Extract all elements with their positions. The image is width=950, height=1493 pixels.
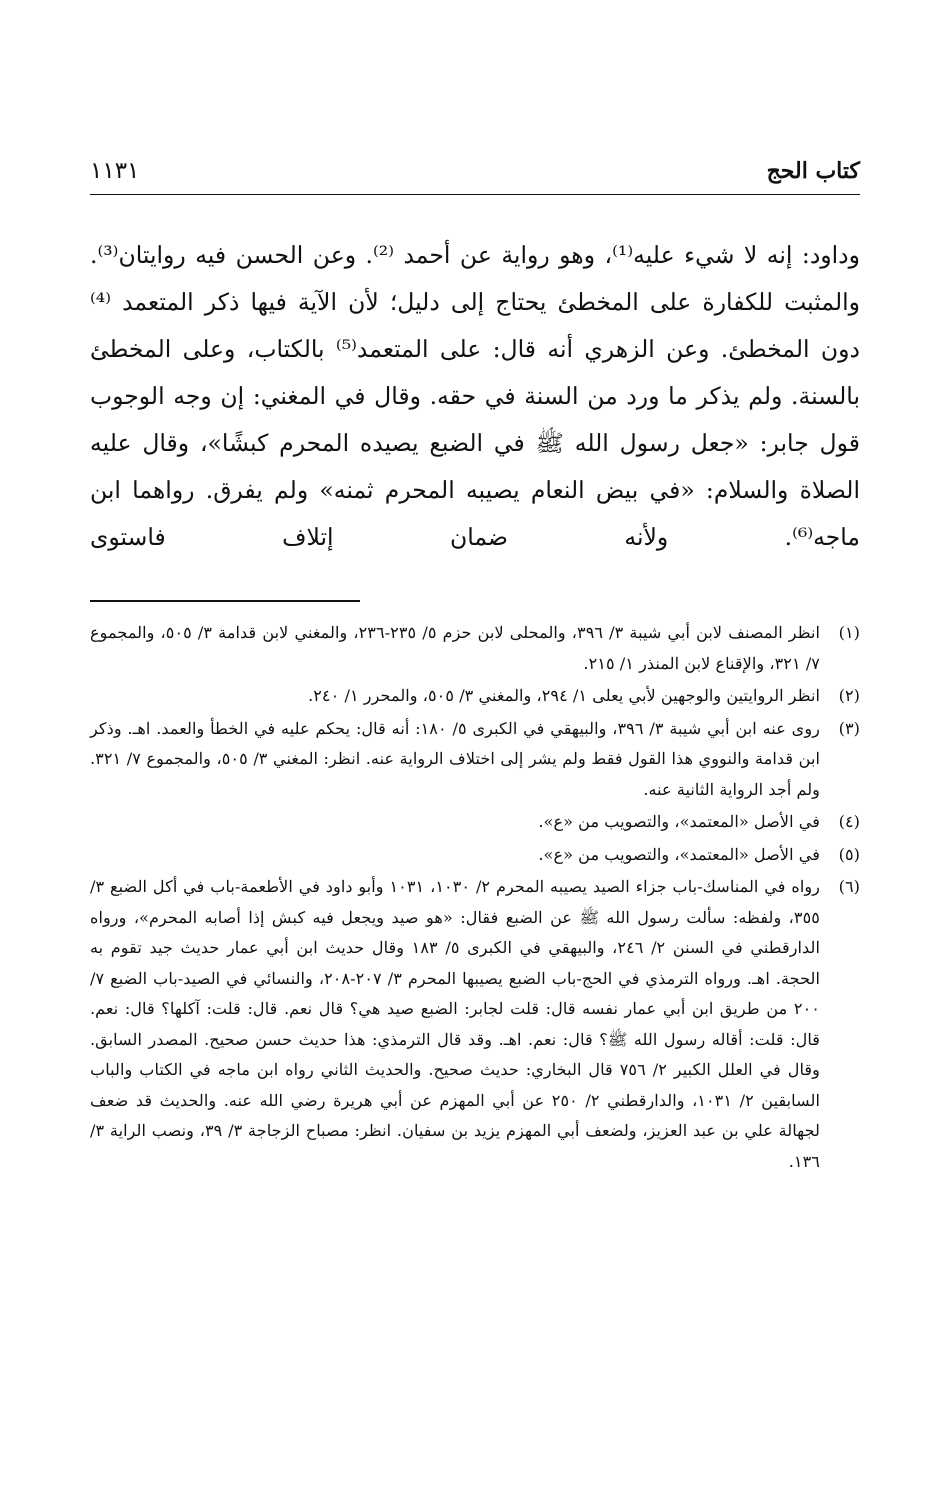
body-paragraph: وداود: إنه لا شيء عليه⁽¹⁾، وهو رواية عن أحمد ⁽²⁾. وعن الحسن فيه روايتان⁽³⁾. والمثبت للكفارة على المخطئ يحتاج إلى دليل؛ لأن الآية فيها ذكر المتعمد ⁽⁴⁾ دون المخطئ. وعن الزهري أنه قال: على المتعمد⁽⁵⁾ بالكتاب، وعلى المخطئ بالسنة. ولم يذكر ما ورد من السنة في حقه. وقال في المغني: إن وجه الوجوب قول جابر: «جعل رسول الله ﷺ في الضبع يصيده المحرم كبشًا»، وقال عليه الصلاة والسلام: «في بيض النعام يصيبه المحرم ثمنه» ولم يفرق. رواهما ابن ماجه⁽⁶⁾. ولأنه ضمان إتلاف فاستوى <box>90 241 860 551</box>
running-header <box>90 148 860 184</box>
footnote-marker: (٥) <box>838 844 860 864</box>
book-page <box>90 0 860 1493</box>
footnote-marker: (٦) <box>838 877 860 896</box>
footnote-separator <box>90 600 360 602</box>
footnote-text: في الأصل «المعتمد»، والتصويب من «ع». <box>538 812 820 831</box>
footnote-1 <box>90 618 860 679</box>
footnote-marker: (٢) <box>838 686 860 705</box>
footnote-4 <box>90 807 860 838</box>
footnote-marker: (١) <box>838 623 860 642</box>
footnotes-section <box>90 618 860 1179</box>
footnote-3 <box>90 714 860 806</box>
footnote-text: انظر الروايتين والوجهين لأبي يعلى ١/ ٢٩٤، والمغني ٣/ ٥٠٥، والمحرر ١/ ٢٤٠. <box>308 686 820 705</box>
footnote-text: روى عنه ابن أبي شيبة ٣/ ٣٩٦، والبيهقي في الكبرى ٥/ ١٨٠: أنه قال: يحكم عليه في الخطأ والعمد. اهـ. وذكر ابن قدامة والنووي هذا القول فقط ولم يشر إلى اختلاف الرواية عنه. انظر: المغني ٣/ ٥٠٥، والمجموع ٧/ ٣٢١. ولم أجد الرواية الثانية عنه. <box>90 718 820 799</box>
footnote-text: في الأصل «المعتمد»، والتصويب من «ع». <box>538 844 820 864</box>
footnote-2 <box>90 681 860 712</box>
footnote-marker: (٣) <box>838 718 860 738</box>
page-number: ١١٣١ <box>90 158 140 184</box>
main-body-text <box>90 232 860 561</box>
footnote-6 <box>90 872 860 1177</box>
header-divider <box>90 194 860 195</box>
footnote-text: انظر المصنف لابن أبي شيبة ٣/ ٣٩٦، والمحلى لابن حزم ٥/ ٢٣٥-٢٣٦، والمغني لابن قدامة ٣/ ٥٠٥، والمجموع ٧/ ٣٢١، والإقناع لابن المنذر ١/ ٢١٥. <box>90 623 821 673</box>
footnote-marker: (٤) <box>838 812 860 831</box>
chapter-title: كتاب الحج <box>766 158 860 184</box>
footnote-text: رواه في المناسك-باب جزاء الصيد يصيبه المحرم ٢/ ١٠٣٠، ١٠٣١ وأبو داود في الأطعمة-باب في أكل الضبع ٣/ ٣٥٥، ولفظه: سألت رسول الله ﷺ عن الضبع فقال: «هو صيد ويجعل فيه كبش إذا أصابه المحرم»، ورواه الدارقطني في السنن ٢/ ٢٤٦، والبيهقي في الكبرى ٥/ ١٨٣ وقال حديث ابن أبي عمار حديث جيد تقوم به الحجة. اهـ. ورواه الترمذي في الحج-باب الضبع يصيبها المحرم ٣/ ٢٠٧-٢٠٨، والنسائي في الصيد-باب الضبع ٧/ ٢٠٠ من طريق ابن أبي عمار نفسه قال: قلت لجابر: الضبع صيد هي؟ قال نعم. قال: قلت: آكلها؟ قال: نعم. قال: قلت: أقاله رسول الله ﷺ؟ قال: نعم. اهـ. وقد قال الترمذي: هذا حديث حسن صحيح. المصدر السابق. وقال في العلل الكبير ٢/ ٧٥٦ قال البخاري: حديث صحيح. والحديث الثاني رواه ابن ماجه في الكتاب والباب السابقين ٢/ ١٠٣١، والدارقطني ٢/ ٢٥٠ عن أبي المهزم عن أبي هريرة رضي الله عنه. والحديث قد ضعف لجهالة علي بن عبد العزيز، ولضعف أبي المهزم يزيد بن سفيان. انظر: مصباح الزجاجة ٣/ ٣٩، ونصب الراية ٣/ ١٣٦. <box>90 877 820 1171</box>
footnote-5 <box>90 840 860 871</box>
